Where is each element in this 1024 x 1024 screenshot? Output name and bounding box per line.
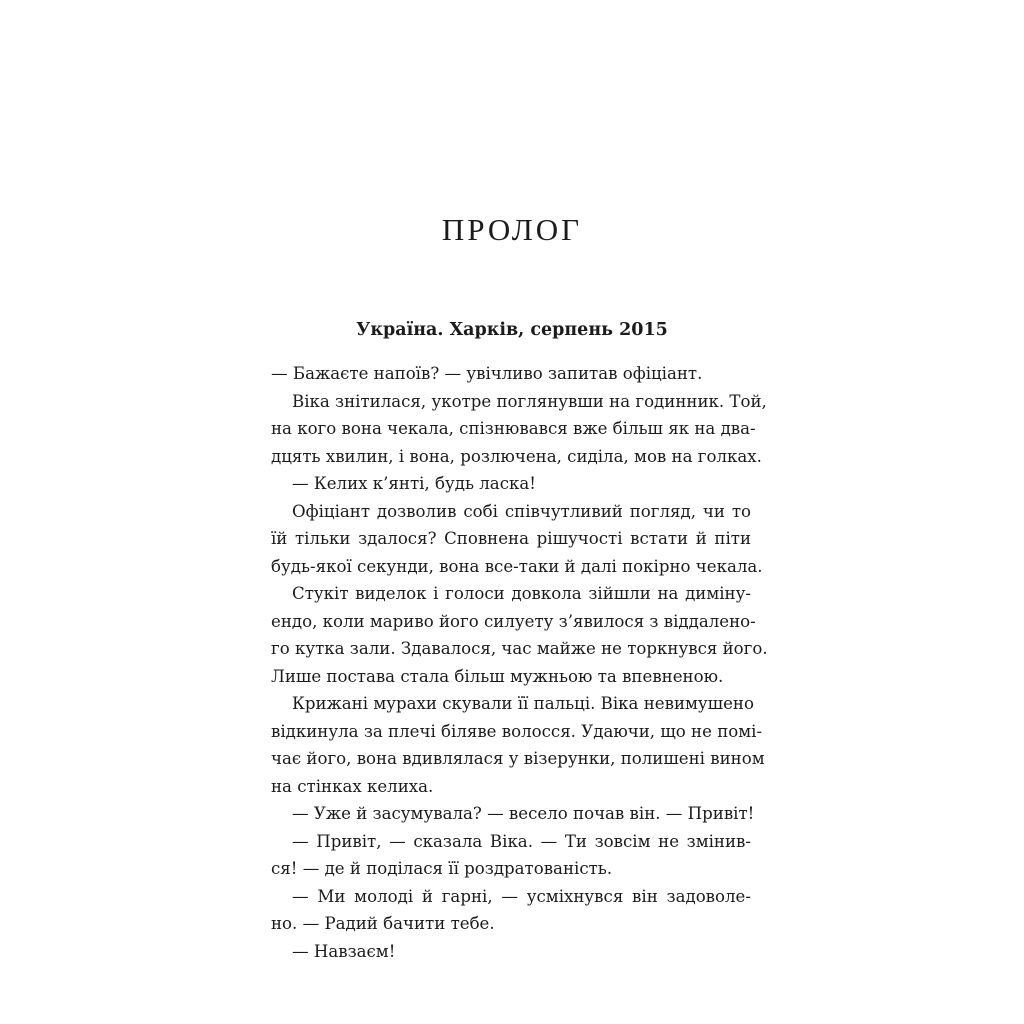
text-line: — Навзаєм! (292, 941, 396, 961)
text-line: го кутка зали. Здавалося, час майже не торкнувся його. (271, 639, 768, 658)
text-line: ся! — де й поділася її роздратованість. (271, 859, 613, 878)
dateline: Україна. Харків, серпень 2015 (356, 320, 668, 340)
text-line: — Келих к’янті, будь ласка! (292, 474, 536, 493)
text-line: Офіціант дозволив собі співчутливий погляд, чи то (292, 501, 751, 521)
text-line: відкинула за плечі біляве волосся. Удаючи, що не помі- (271, 721, 763, 741)
text-line: Лише постава стала більш мужньою та впевненою. (271, 666, 724, 686)
text-line: — Привіт, — сказала Віка. — Ти зовсім не змінив- (292, 831, 751, 851)
text-line: дцять хвилин, і вона, розлючена, сиділа, мов на голках. (271, 446, 762, 466)
text-line: — Ми молоді й гарні, — усміхнувся він задоволе- (292, 886, 751, 906)
text-line: чає його, вона вдивлялася у візерунки, полишені вином (271, 749, 765, 768)
text-line: но. — Радий бачити тебе. (271, 914, 495, 933)
text-line: на стінках келиха. (271, 776, 434, 796)
text-line: ендо, коли мариво його силуету з’явилося з віддалено- (271, 611, 756, 631)
text-line: їй тільки здалося? Сповнена рішучості встати й піти (271, 529, 751, 548)
text-line: на кого вона чекала, спізнювався вже більш як на два- (271, 419, 756, 438)
text-line: — Уже й засумувала? — весело почав він. — Привіт! (292, 804, 755, 823)
chapter-title: ПРОЛОГ (441, 212, 583, 247)
text-line: Стукіт виделок і голоси довкола зійшли на диміну- (292, 584, 751, 603)
text-line: Крижані мурахи скували її пальці. Віка невимушено (292, 694, 754, 713)
text-line: Віка знітилася, укотре поглянувши на годинник. Той, (292, 391, 767, 411)
text-line: будь-якої секунди, вона все-таки й далі покірно чекала. (271, 556, 763, 576)
text-line: — Бажаєте напоїв? — увічливо запитав офіціант. (271, 364, 703, 383)
body-text (271, 360, 768, 965)
